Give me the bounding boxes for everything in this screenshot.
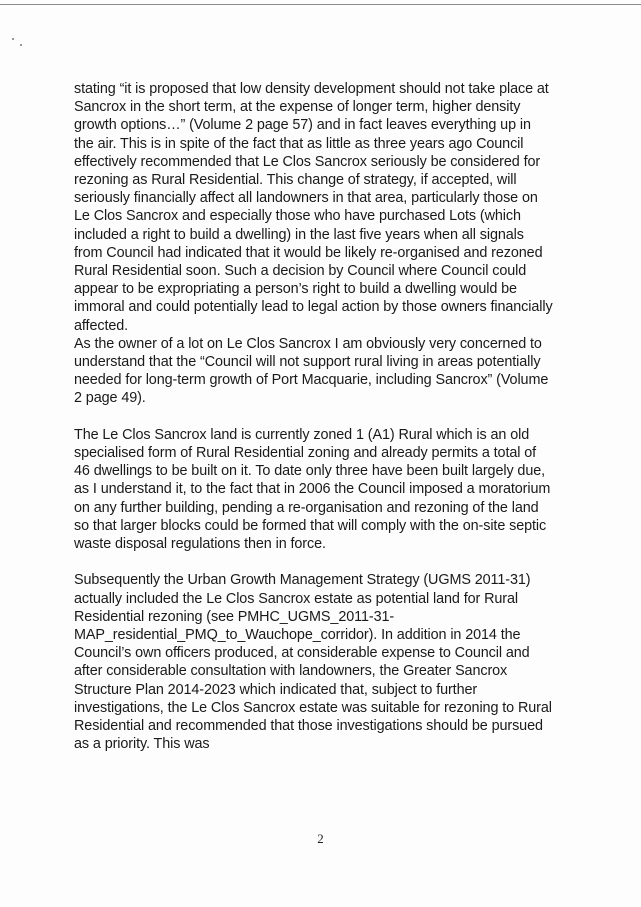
paragraph-strategy-change: stating “it is proposed that low density development should not take place at Sancrox in the short term, at the expense of longer term, higher density growth options…” (Volume 2 page 57) and in fact leaves everything up in the air. This is in spite of the fact that as little as three years ago Council effectively recommended that Le Clos Sancrox seriously be considered for rezoning as Rural Residential. This change of strategy, if accepted, will seriously financially affect all landowners in that area, particularly those on Le Clos Sancrox and especially those who have purchased Lots (which included a right to build a dwelling) in the last five years when all signals from Council had indicated that it would be likely re-organised and rezoned Rural Residential soon. Such a decision by Council where Council could appear to be expropriating a person’s right to build a dwelling would be immoral and could potentially lead to legal action by those owners financially affected.: [74, 81, 553, 334]
page-number: 2: [317, 831, 324, 846]
paragraph-ugms-history: Subsequently the Urban Growth Management Strategy (UGMS 2011-31) actually included the Le Clos Sancrox estate as potential land for Rural Residential rezoning (see PMHC_UGMS_2011-31-MAP_residential_PMQ_to_Wauchope_corridor). In addition in 2014 the Council’s own officers produced, at considerable expense to Council and after considerable consultation with landowners, the Greater Sancrox Structure Plan 2014-2023 which indicated that, subject to further investigations, the Le Clos Sancrox estate was suitable for rezoning to Rural Residential and recommended that those investigations should be pursued as a priority. This was: [74, 572, 552, 753]
scan-top-edge: [0, 4, 641, 5]
paragraph-current-zoning: The Le Clos Sancrox land is currently zoned 1 (A1) Rural which is an old specialised form of Rural Residential zoning and already permits a total of 46 dwellings to be built on it. To date only three have been built largely due, as I understand it, to the fact that in 2006 the Council imposed a moratorium on any further building, pending a re-organisation and rezoning of the land so that larger blocks could be formed that will comply with the on-site septic waste disposal regulations then in force.: [74, 426, 551, 553]
scan-speck: [20, 44, 22, 46]
paragraph-owner-concern: As the owner of a lot on Le Clos Sancrox I am obviously very concerned to understand that the “Council will not support rural living in areas potentially needed for long-term growth of Port Macquarie, including Sancrox” (Volume 2 page 49).: [74, 335, 549, 407]
document-body: [74, 80, 554, 753]
scan-speck: [12, 38, 14, 40]
